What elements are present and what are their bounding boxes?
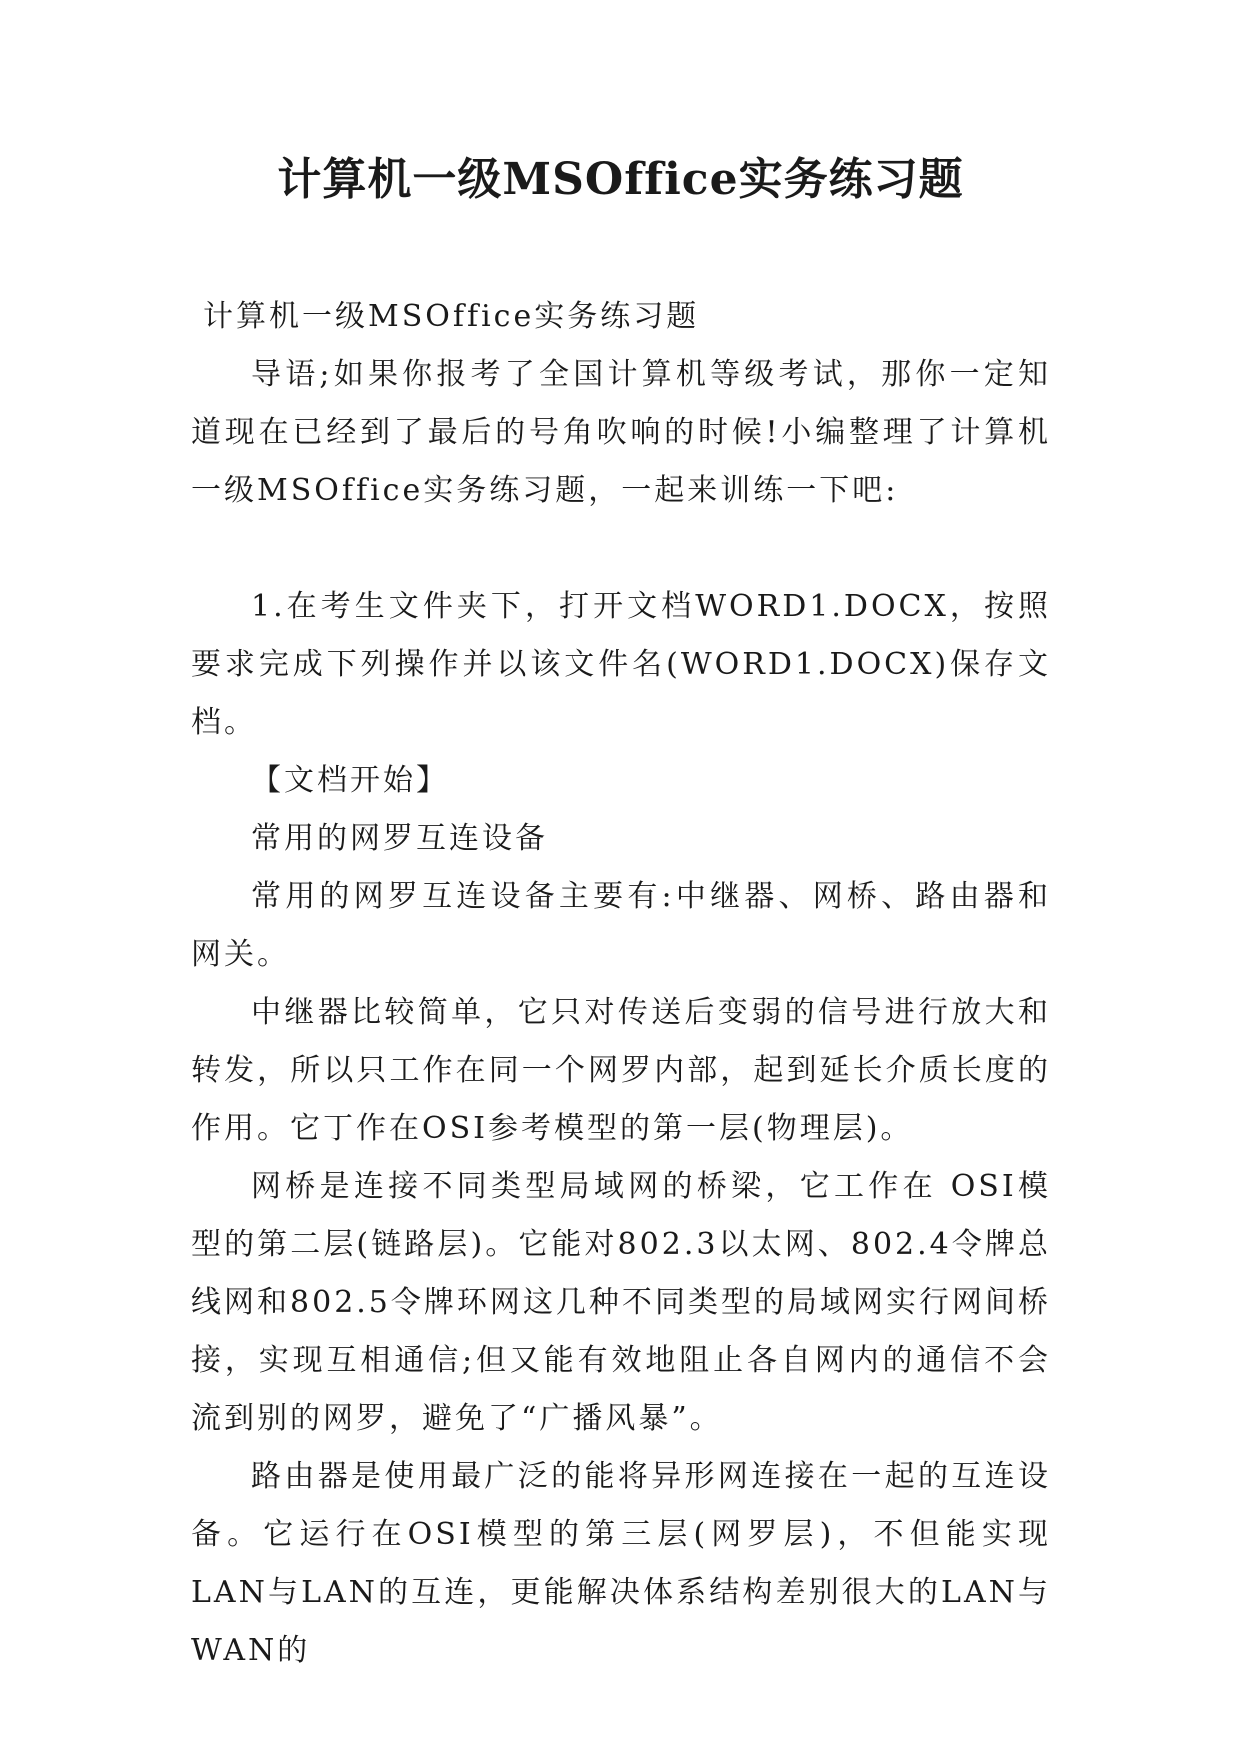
document-subtitle: 计算机一级MSOffice实务练习题 xyxy=(203,299,700,334)
document-body xyxy=(191,288,1051,1680)
document-title: 计算机一级MSOffice实务练习题 xyxy=(277,154,964,205)
repeater-paragraph: 中继器比较简单，它只对传送后变弱的信号进行放大和转发，所以只工作在同一个网罗内部，起到延长介质长度的作用。它丁作在OSI参考模型的第一层(物理层)。 xyxy=(191,995,1051,1146)
intro-paragraph: 导语;如果你报考了全国计算机等级考试，那你一定知道现在已经到了最后的号角吹响的时候!小编整理了计算机一级MSOffice实务练习题，一起来训练一下吧: xyxy=(191,357,1051,508)
document-start-marker: 【文档开始】 xyxy=(251,763,449,798)
router-paragraph: 路由器是使用最广泛的能将异形网连接在一起的互连设备。它运行在OSI模型的第三层(网罗层)，不但能实现LAN与LAN的互连，更能解决体系结构差别很大的LAN与WAN的 xyxy=(191,1459,1051,1668)
devices-paragraph: 常用的网罗互连设备主要有:中继器、网桥、路由器和网关。 xyxy=(191,879,1051,972)
section-heading: 常用的网罗互连设备 xyxy=(251,821,548,856)
paragraph-spacer xyxy=(191,520,1051,578)
question-paragraph: 1.在考生文件夹下，打开文档WORD1.DOCX，按照要求完成下列操作并以该文件名(WORD1.DOCX)保存文档。 xyxy=(191,589,1051,740)
bridge-paragraph: 网桥是连接不同类型局域网的桥梁，它工作在 OSI模型的第二层(链路层)。它能对802.3以太网、802.4令牌总线网和802.5令牌环网这几种不同类型的局域网实行网间桥接，实现互相通信;但又能有效地阻止各自网内的通信不会流到别的网罗，避免了“广播风暴”。 xyxy=(191,1169,1051,1436)
